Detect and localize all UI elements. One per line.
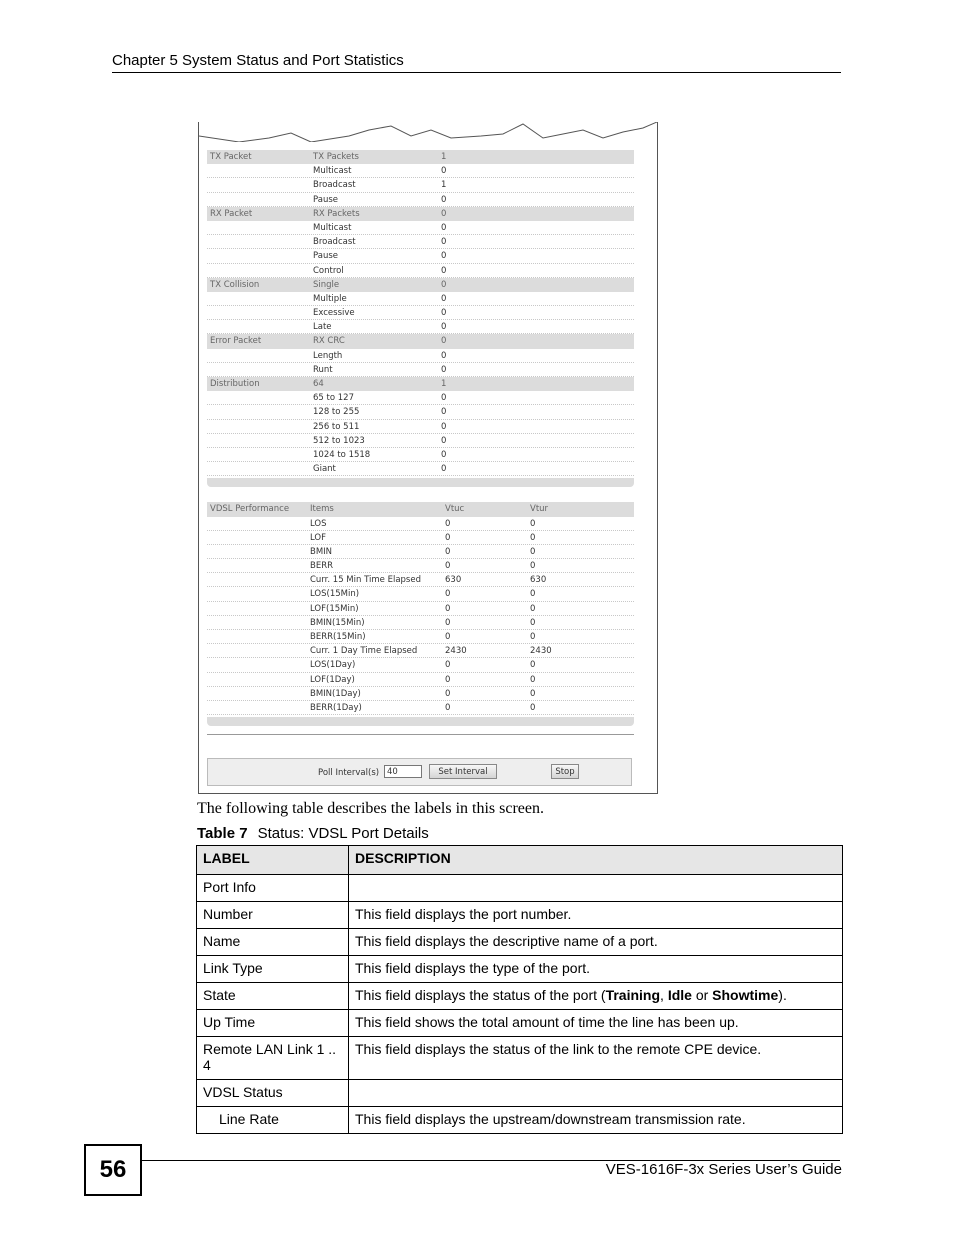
table-caption bbox=[197, 825, 429, 842]
description-cell: This field displays the upstream/downstream transmission rate. bbox=[349, 1107, 843, 1134]
port-statistics-table bbox=[207, 150, 634, 735]
stats-cell-c3: 0 bbox=[441, 237, 447, 248]
screenshot-figure bbox=[198, 122, 658, 794]
stats-cell-c3: 0 bbox=[441, 279, 447, 290]
stats-cell-c1: RX Packet bbox=[210, 208, 253, 219]
chapter-title: Chapter 5 System Status and Port Statistics bbox=[112, 52, 404, 69]
vdsl-cell-c3: 0 bbox=[445, 674, 451, 685]
vdsl-cell-c4: 2430 bbox=[530, 646, 552, 657]
stats-cell-c2: Pause bbox=[313, 251, 338, 262]
stats-cell-c2: Late bbox=[313, 322, 332, 333]
vdsl-cell-c4: 0 bbox=[530, 702, 536, 713]
vdsl-cell-c3: 0 bbox=[445, 561, 451, 572]
stats-cell-c1: Distribution bbox=[210, 379, 260, 389]
stats-cell-c3: 0 bbox=[441, 222, 447, 233]
label-cell: Up Time bbox=[197, 1010, 349, 1037]
description-table bbox=[196, 845, 843, 1134]
description-cell bbox=[349, 983, 843, 1010]
stats-cell-c3: 1 bbox=[441, 379, 447, 389]
label-cell: VDSL Status bbox=[197, 1080, 349, 1107]
stats-cell-c1: Error Packet bbox=[210, 336, 262, 347]
vdsl-performance-table bbox=[207, 502, 634, 715]
stats-cell-c3: 0 bbox=[441, 308, 447, 319]
stats-row bbox=[207, 363, 634, 377]
stats-cell-c2: Length bbox=[313, 350, 343, 361]
stats-row bbox=[207, 264, 634, 278]
stats-row bbox=[207, 434, 634, 448]
state-value: Showtime bbox=[712, 987, 779, 1003]
vdsl-cell-c2: LOS(15Min) bbox=[310, 589, 360, 600]
vdsl-cell-c2: LOF(1Day) bbox=[310, 674, 355, 685]
table-row bbox=[197, 956, 843, 983]
description-cell bbox=[349, 875, 843, 902]
stats-row bbox=[207, 164, 634, 178]
stats-row bbox=[207, 320, 634, 334]
stats-cell-c2: 65 to 127 bbox=[313, 393, 354, 404]
description-cell: This field displays the type of the port. bbox=[349, 956, 843, 983]
vdsl-cell-c4: 0 bbox=[530, 589, 536, 600]
vdsl-row bbox=[207, 573, 634, 587]
table-bottom-band bbox=[207, 478, 634, 487]
stats-cell-c2: 512 to 1023 bbox=[313, 435, 365, 446]
label-header: LABEL bbox=[197, 846, 349, 875]
vdsl-cell-c2: LOF(15Min) bbox=[310, 603, 359, 614]
label-cell: Name bbox=[197, 929, 349, 956]
separator-line bbox=[207, 734, 634, 735]
stats-cell-c2: 1024 to 1518 bbox=[313, 449, 371, 460]
stats-cell-c2: TX Packets bbox=[313, 152, 359, 162]
torn-edge bbox=[199, 122, 657, 142]
vdsl-cell-c4: 0 bbox=[530, 660, 536, 671]
vdsl-row bbox=[207, 687, 634, 701]
vdsl-cell-c2: Curr. 1 Day Time Elapsed bbox=[310, 646, 418, 657]
vdsl-row bbox=[207, 658, 634, 672]
vdsl-row bbox=[207, 602, 634, 616]
vdsl-row bbox=[207, 517, 634, 531]
vdsl-cell-c3: Vtuc bbox=[445, 504, 465, 515]
table-row bbox=[197, 1037, 843, 1080]
stats-cell-c3: 0 bbox=[441, 350, 447, 361]
label-cell: Number bbox=[197, 902, 349, 929]
description-text: , bbox=[660, 987, 668, 1003]
vdsl-cell-c2: BMIN(15Min) bbox=[310, 617, 365, 628]
vdsl-cell-c2: BERR(1Day) bbox=[310, 702, 362, 713]
table-row bbox=[197, 1010, 843, 1037]
vdsl-cell-c4: 0 bbox=[530, 561, 536, 572]
label-cell: Port Info bbox=[197, 875, 349, 902]
stats-section-row bbox=[207, 334, 634, 348]
stats-cell-c3: 0 bbox=[441, 393, 447, 404]
table-title: Status: VDSL Port Details bbox=[257, 825, 429, 842]
stats-cell-c3: 0 bbox=[441, 407, 447, 418]
stats-cell-c2: Multicast bbox=[313, 222, 352, 233]
table-number: Table 7 bbox=[197, 825, 248, 842]
table-row bbox=[197, 875, 843, 902]
vdsl-cell-c2: BERR bbox=[310, 561, 334, 572]
description-cell: This field shows the total amount of time the line has been up. bbox=[349, 1010, 843, 1037]
description-cell: This field displays the port number. bbox=[349, 902, 843, 929]
stats-cell-c2: Giant bbox=[313, 464, 336, 475]
stats-cell-c2: Multiple bbox=[313, 293, 347, 304]
vdsl-cell-c3: 0 bbox=[445, 632, 451, 642]
stats-cell-c2: RX CRC bbox=[313, 336, 345, 347]
vdsl-row bbox=[207, 616, 634, 630]
stats-cell-c2: 256 to 511 bbox=[313, 421, 360, 432]
stats-row bbox=[207, 249, 634, 263]
vdsl-cell-c3: 0 bbox=[445, 603, 451, 614]
vdsl-row bbox=[207, 559, 634, 573]
stats-cell-c2: Broadcast bbox=[313, 180, 356, 191]
poll-bar bbox=[207, 758, 632, 786]
vdsl-cell-c2: BMIN(1Day) bbox=[310, 688, 361, 699]
stats-cell-c3: 0 bbox=[441, 364, 447, 375]
vdsl-cell-c3: 0 bbox=[445, 688, 451, 699]
label-cell: Line Rate bbox=[197, 1107, 349, 1134]
stats-cell-c2: Multicast bbox=[313, 166, 352, 177]
stats-row bbox=[207, 462, 634, 476]
intro-text: The following table describes the labels in this screen. bbox=[197, 800, 545, 817]
stats-row bbox=[207, 235, 634, 249]
vdsl-cell-c4: 0 bbox=[530, 546, 536, 557]
stats-cell-c3: 0 bbox=[441, 464, 447, 475]
label-cell: Link Type bbox=[197, 956, 349, 983]
stats-cell-c2: Single bbox=[313, 279, 340, 290]
stats-cell-c2: Runt bbox=[313, 364, 333, 375]
stats-cell-c2: Excessive bbox=[313, 308, 355, 319]
state-value: Training bbox=[605, 987, 661, 1003]
vdsl-row bbox=[207, 644, 634, 658]
stats-cell-c1: TX Collision bbox=[210, 279, 260, 290]
vdsl-cell-c3: 0 bbox=[445, 532, 451, 543]
stats-row bbox=[207, 405, 634, 419]
vdsl-row bbox=[207, 587, 634, 601]
stats-cell-c2: Pause bbox=[313, 194, 338, 205]
vdsl-cell-c3: 0 bbox=[445, 702, 451, 713]
stats-cell-c3: 0 bbox=[441, 166, 447, 177]
stats-cell-c2: RX Packets bbox=[313, 208, 360, 219]
description-cell: This field displays the status of the link to the remote CPE device. bbox=[349, 1037, 843, 1080]
spacer bbox=[207, 487, 634, 502]
vdsl-row bbox=[207, 531, 634, 545]
vdsl-cell-c3: 630 bbox=[445, 575, 462, 586]
description-cell: This field displays the descriptive name of a port. bbox=[349, 929, 843, 956]
vdsl-cell-c2: BERR(15Min) bbox=[310, 632, 366, 642]
stats-section-row bbox=[207, 377, 634, 391]
vdsl-row bbox=[207, 673, 634, 687]
vdsl-row bbox=[207, 701, 634, 715]
table-row bbox=[197, 1080, 843, 1107]
set-interval-button[interactable]: Set Interval bbox=[429, 764, 497, 779]
state-value: Idle bbox=[667, 987, 692, 1003]
table-bottom-band bbox=[207, 717, 634, 726]
stats-section-row bbox=[207, 207, 634, 221]
stats-cell-c3: 0 bbox=[441, 293, 447, 304]
stats-cell-c3: 0 bbox=[441, 435, 447, 446]
stop-button[interactable]: Stop bbox=[551, 764, 579, 779]
stats-row bbox=[207, 448, 634, 462]
page-number: 56 bbox=[84, 1144, 142, 1196]
vdsl-row bbox=[207, 630, 634, 644]
stats-cell-c3: 0 bbox=[441, 449, 447, 460]
vdsl-cell-c4: 0 bbox=[530, 688, 536, 699]
stats-row bbox=[207, 349, 634, 363]
stats-cell-c3: 0 bbox=[441, 265, 447, 276]
poll-interval-input[interactable]: 40 bbox=[384, 765, 422, 778]
vdsl-cell-c4: 0 bbox=[530, 674, 536, 685]
label-cell: Remote LAN Link 1 .. 4 bbox=[197, 1037, 349, 1080]
stats-cell-c3: 1 bbox=[441, 180, 447, 191]
stats-section-row bbox=[207, 278, 634, 292]
label-cell: State bbox=[197, 983, 349, 1010]
vdsl-cell-c3: 0 bbox=[445, 589, 451, 600]
vdsl-cell-c1: VDSL Performance bbox=[210, 504, 290, 515]
table-row bbox=[197, 902, 843, 929]
vdsl-cell-c2: BMIN bbox=[310, 546, 333, 557]
stats-cell-c3: 1 bbox=[441, 152, 447, 162]
vdsl-cell-c4: 0 bbox=[530, 518, 536, 529]
stats-cell-c2: 64 bbox=[313, 379, 324, 389]
description-header: DESCRIPTION bbox=[349, 846, 843, 875]
description-text: This field displays the status of the port ( bbox=[355, 987, 606, 1003]
stats-row bbox=[207, 193, 634, 207]
table-row bbox=[197, 929, 843, 956]
description-cell bbox=[349, 1080, 843, 1107]
vdsl-cell-c4: 0 bbox=[530, 632, 536, 642]
stats-row bbox=[207, 306, 634, 320]
stats-cell-c1: TX Packet bbox=[210, 152, 252, 162]
vdsl-cell-c4: 0 bbox=[530, 532, 536, 543]
stats-row bbox=[207, 420, 634, 434]
vdsl-cell-c3: 0 bbox=[445, 546, 451, 557]
stats-row bbox=[207, 391, 634, 405]
page-header bbox=[112, 51, 841, 73]
stats-row bbox=[207, 221, 634, 235]
vdsl-cell-c4: 0 bbox=[530, 617, 536, 628]
vdsl-section-row bbox=[207, 502, 634, 516]
vdsl-cell-c3: 0 bbox=[445, 617, 451, 628]
spacer bbox=[207, 726, 634, 734]
stats-cell-c3: 0 bbox=[441, 251, 447, 262]
stats-cell-c2: Control bbox=[313, 265, 344, 276]
vdsl-cell-c2: LOS(1Day) bbox=[310, 660, 356, 671]
vdsl-cell-c4: 630 bbox=[530, 575, 547, 586]
description-text: or bbox=[691, 987, 713, 1003]
vdsl-cell-c2: Curr. 15 Min Time Elapsed bbox=[310, 575, 421, 586]
table-row bbox=[197, 983, 843, 1010]
vdsl-cell-c4: 0 bbox=[530, 603, 536, 614]
description-text: ). bbox=[778, 987, 787, 1003]
stats-row bbox=[207, 292, 634, 306]
stats-section-row bbox=[207, 150, 634, 164]
stats-cell-c3: 0 bbox=[441, 336, 447, 347]
vdsl-cell-c3: 0 bbox=[445, 518, 451, 529]
vdsl-cell-c2: LOF bbox=[310, 532, 327, 543]
vdsl-cell-c3: 2430 bbox=[445, 646, 467, 657]
stats-cell-c2: 128 to 255 bbox=[313, 407, 360, 418]
stats-cell-c3: 0 bbox=[441, 421, 447, 432]
stats-row bbox=[207, 178, 634, 192]
vdsl-cell-c4: Vtur bbox=[530, 504, 549, 515]
table-header-row bbox=[197, 846, 843, 875]
stats-cell-c3: 0 bbox=[441, 194, 447, 205]
vdsl-row bbox=[207, 545, 634, 559]
vdsl-cell-c3: 0 bbox=[445, 660, 451, 671]
vdsl-cell-c2: Items bbox=[310, 504, 334, 515]
stats-cell-c2: Broadcast bbox=[313, 237, 356, 248]
stats-cell-c3: 0 bbox=[441, 208, 447, 219]
poll-interval-label: Poll Interval(s) bbox=[318, 768, 380, 778]
stats-cell-c3: 0 bbox=[441, 322, 447, 333]
vdsl-cell-c2: LOS bbox=[310, 518, 327, 529]
guide-title: VES-1616F-3x Series User’s Guide bbox=[605, 1161, 842, 1178]
table-row bbox=[197, 1107, 843, 1134]
